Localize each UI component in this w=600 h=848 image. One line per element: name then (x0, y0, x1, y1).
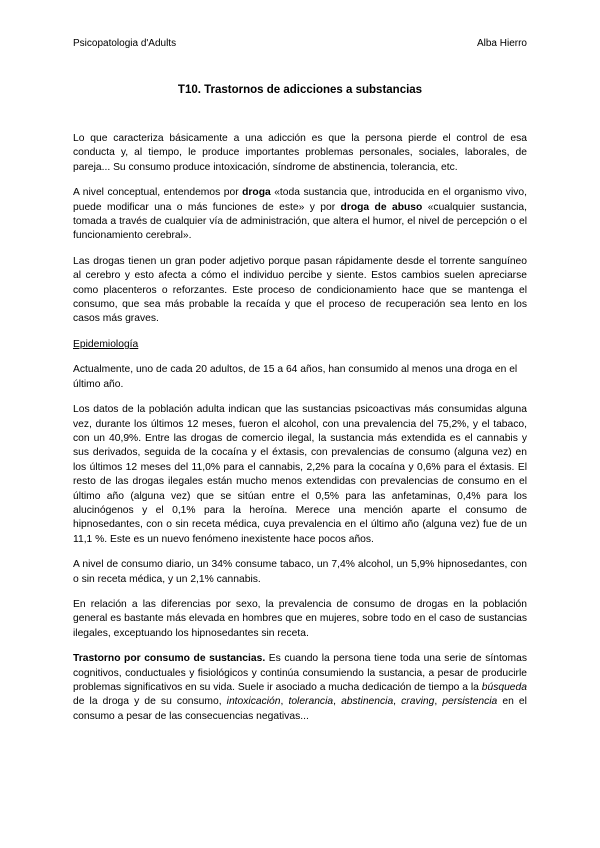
section-heading-epidemiology: Epidemiología (73, 338, 139, 350)
paragraph-prevalence-intro: Actualmente, uno de cada 20 adultos, de 15 a 64 años, han consumido al menos una droga en el último año. (73, 364, 518, 390)
paragraph-definitions: A nivel conceptual, entendemos por droga «toda sustancia que, introducida en el organismo vivo, puede modificar una o más funciones de este» y por droga de abuso «cualquier sustancia, tomada a través de cualquier vía de administración, que altera el humor, el nivel de percepción o el funcionamiento cerebral». (73, 187, 527, 242)
paragraph-disorder: Trastorno por consumo de sustancias. Es cuando la persona tiene toda una serie de síntomas cognitivos, conductuales y fisiológicos y continúa consumiendo la sustancia, a pesar de producirle problemas significativos en su vida. Suele ir asociado a mucha dedicación de tiempo a la búsqueda de la droga y de su consumo, intoxicación, tolerancia, abstinencia, craving, persistencia en el consumo a pesar de las consecuencias negativas... (73, 653, 527, 722)
term-droga-abuso: droga de abuso (340, 201, 423, 213)
paragraph-daily-consumption: A nivel de consumo diario, un 34% consume tabaco, un 7,4% alcohol, un 5,9% hipnosedantes, con o sin receta médica, y un 2,1% cannabis. (73, 559, 527, 585)
term-disorder: Trastorno por consumo de sustancias. (73, 653, 266, 665)
header-author: Alba Hierro (476, 38, 527, 49)
paragraph-sex-differences: En relación a las diferencias por sexo, la prevalencia de consumo de drogas en la población general es bastante más elevada en hombres que en mujeres, sobre todo en el caso de sustancias ilegales, exceptuando los hipnosedantes sin receta. (73, 598, 527, 639)
term-droga: droga (242, 187, 271, 199)
paragraph-effects: Las drogas tienen un gran poder adjetivo porque pasan rápidamente desde el torrente sanguíneo al cerebro y esto afecta a cómo el individuo percibe y siente. Estos cambios suelen apreciarse como placenteros o reforzantes. Este proceso de condicionamiento hace que se mantenga el consumo, que sea más probable la recaída y que el proceso de recuperación sea lento en los casos más graves. (73, 255, 527, 325)
paragraph-intro: Lo que caracteriza básicamente a una adicción es que la persona pierde el control de esa conducta y, al tiempo, le produce importantes problemas personales, sociales, laborales, de pareja... Su consumo produce intoxicación, síndrome de abstinencia, tolerancia, etc. (73, 133, 527, 173)
paragraph-prevalence-data: Los datos de la población adulta indican que las sustancias psicoactivas más consumidas alguna vez, durante los últimos 12 meses, fueron el alcohol, con una prevalencia del 75,2%, y el tabaco, con un 40,9%. Entre las drogas de comercio ilegal, la sustancia más extendida es el cannabis y sus derivados, seguida de la cocaína y el éxtasis, con prevalencias de consumo (alguna vez) en los últimos 12 meses del 11,0% para el cannabis, 2,2% para la cocaína y 0,6% para el éxtasis. El resto de las drogas ilegales están mucho menos extendidas con prevalencias de consumo en el último año (alguna vez) que se sitúan entre el 0,5% para las anfetaminas, 0,4% para los alucinógenos y el 0,1% para la heroína. Merece una mención aparte el consumo de hipnosedantes, con o sin receta médica, cuya prevalencia en el último año (alguna vez) fue de un 11,1 %. Este es un nuevo fenómeno inexistente hace pocos años. (73, 404, 527, 545)
header-course: Psicopatologia d'Adults (73, 38, 177, 49)
page-title: T10. Trastornos de adicciones a substancias (177, 84, 423, 96)
document-body (73, 132, 527, 735)
